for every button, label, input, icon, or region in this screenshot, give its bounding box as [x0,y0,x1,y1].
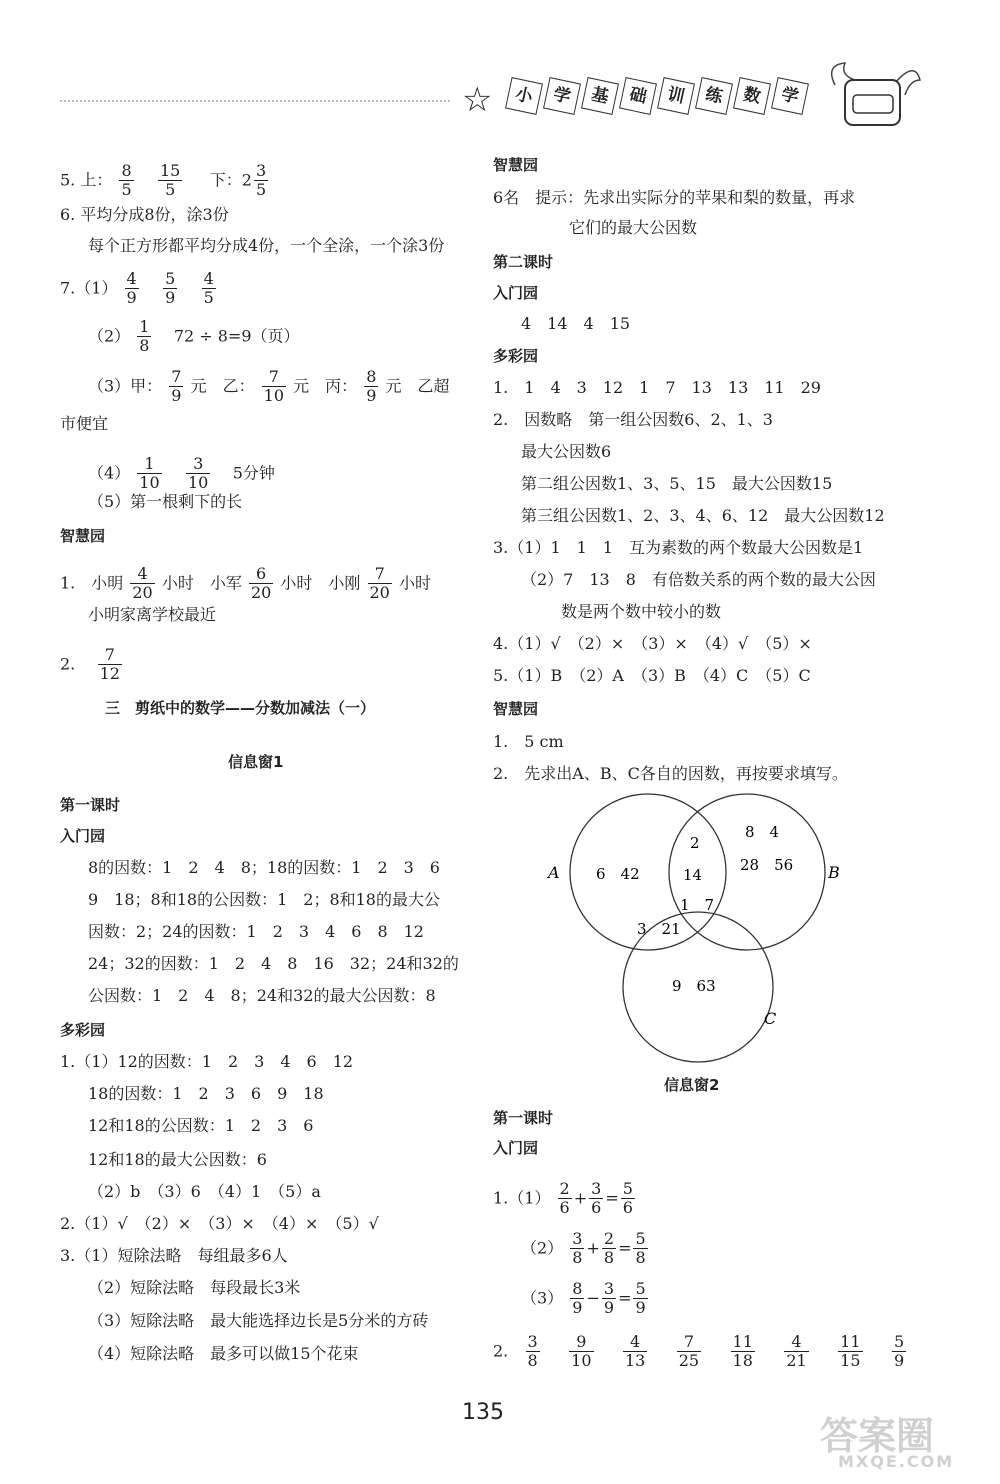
heading-zhihuiyuan: 智慧园 [493,156,539,174]
fraction: $\frac{6}{20}$ [250,564,272,603]
venn-ab: 2 [690,834,700,852]
banner-char: 基 [581,77,619,115]
lesson-1: 第一课时 [60,796,121,814]
zhihui-1: 1. 小明 $\frac{4}{20}$ 小时 小军 $\frac{6}{20}$ 小时 小刚 $\frac{7}{20}$ 小时 [60,564,431,603]
duocai-line: 12和18的公因数：1 2 3 6 [88,1116,314,1135]
fraction: $\frac{7}{25}$ [678,1332,700,1371]
venn-label-c: C [764,1009,777,1028]
fraction: $\frac{7}{12}$ [99,645,120,684]
venn-b-only: 8 4 [745,823,780,841]
fraction: $\frac{4}{20}$ [132,564,153,603]
duocai-line: 2. 因数略 第一组公因数6、2、1、3 [493,410,773,429]
fraction: $\frac{3}{9}$ [603,1279,615,1318]
duocai-line: （2）b （3）6 （4）1 （5）a [88,1182,321,1201]
fraction: $\frac{5}{9}$ [165,269,176,308]
venn-ac: 3 21 [637,920,681,938]
answer-7-3-cont: 市便宜 [60,414,109,433]
fraction: $\frac{4}{13}$ [624,1332,646,1371]
banner-char: 学 [543,77,581,115]
zhihui-line: 1. 5 cm [493,732,564,751]
banner-char: 小 [505,77,543,115]
info-window-2: 信息窗2 [664,1076,720,1094]
lesson-2: 第二课时 [493,253,554,271]
zhihui-6a: 6名 提示：先求出实际分的苹果和梨的数量，再求 [493,188,856,207]
duocai-line: 2.（1）√ （2）× （3）× （4）× （5）√ [60,1214,379,1233]
venn-abc: 14 [683,866,703,884]
fraction: $\frac{3}{8}$ [572,1229,583,1268]
banner-char: 础 [619,77,657,115]
fraction: $\frac{8}{9}$ [572,1279,583,1318]
heading-rumen: 入门园 [493,284,539,302]
venn-label-a: A [548,863,560,882]
duocai-line: （2）7 13 8 有倍数关系的两个数的最大公因 [521,570,876,589]
venn-c-only: 9 63 [672,977,716,995]
fraction: $\frac{3}{6}$ [591,1179,602,1218]
fraction: $\frac{7}{10}$ [263,367,285,406]
answer-7-1: 7.（1） $\frac{4}{9}$ $\frac{5}{9}$ $\frac{4}{5}$ [60,269,214,308]
schoolbag-icon [815,55,925,140]
fraction: $\frac{3}{10}$ [187,454,209,493]
equation-3: （3） $\frac{8}{9}$ − $\frac{3}{9}$ = $\frac{5}{9}$ [521,1279,646,1318]
star-icon: ☆ [462,80,493,120]
banner-char: 数 [733,77,771,115]
zhihui-6b: 它们的最大公因数 [569,218,698,237]
banner-char: 练 [695,77,733,115]
fraction: $\frac{1}{10}$ [139,454,160,493]
answer-7-4: （4） $\frac{1}{10}$ $\frac{3}{10}$ 5分钟 [88,454,275,493]
duocai-line: （3）短除法略 最大能选择边长是5分米的方砖 [88,1311,429,1330]
fraction: $\frac{3}{8}$ [527,1332,538,1371]
answer-7-2: （2） $\frac{1}{8}$ 72 ÷ 8=9（页） [88,317,300,356]
fraction: $\frac{1}{8}$ [139,317,150,356]
fraction: $\frac{5}{6}$ [622,1179,633,1218]
duocai-line: 4.（1）√ （2）× （3）× （4）√ （5）× [493,634,812,653]
fraction: $\frac{7}{20}$ [369,564,390,603]
banner-char: 学 [771,77,809,115]
duocai-line: 第三组公因数1、2、3、4、6、12 最大公因数12 [521,506,885,525]
answer-2-fractions: 2. $\frac{3}{8}$ $\frac{9}{10}$ $\frac{4}{13}$ $\frac{7}{25}$ $\frac{11}{18}$ $\frac{4}{21}$ $\frac{11}{15}$ $\frac{5}{9}$ [493,1332,905,1371]
heading-zhihuiyuan: 智慧园 [60,527,106,545]
heading-rumen: 入门园 [60,827,106,845]
venn-label-b: B [828,863,840,882]
venn-diagram [540,792,850,1072]
duocai-line: 第二组公因数1、3、5、15 最大公因数15 [521,474,833,493]
heading-duocai: 多彩园 [60,1021,106,1039]
answer-6b: 每个正方形都平均分成4份，一个全涂，一个涂3份 [88,236,445,255]
duocai-line: 最大公因数6 [521,442,612,461]
fraction: $\frac{5}{8}$ [635,1229,646,1268]
heading-zhihuiyuan: 智慧园 [493,700,539,718]
watermark-logo: 答案圈 [820,1414,935,1458]
venn-a-only: 6 42 [596,865,640,883]
fraction: $\frac{2}{6}$ [559,1179,570,1218]
rumen-line: 8的因数：1 2 4 8；18的因数：1 2 3 6 [88,858,440,877]
answer-6a: 6. 平均分成8份，涂3份 [60,205,229,224]
rumen-line: 公因数：1 2 4 8；24和32的最大公因数：8 [88,986,436,1005]
duocai-line: （2）短除法略 每段最长3米 [88,1278,301,1297]
fraction: $\frac{4}{21}$ [786,1332,807,1371]
fraction: $\frac{4}{5}$ [203,269,214,308]
lesson-1: 第一课时 [493,1109,554,1127]
page-number: 135 [462,1400,504,1425]
venn-b-only: 28 56 [740,856,794,874]
fraction: $\frac{8}{9}$ [366,367,377,406]
zhihui-2: 2. $\frac{7}{12}$ [60,645,120,684]
duocai-line: 12和18的最大公因数：6 [88,1150,267,1169]
fraction: $\frac{3}{5}$ [255,161,267,200]
duocai-line: 1. 1 4 3 12 1 7 13 13 11 29 [493,378,821,397]
duocai-line: 5.（1）B （2）A （3）B （4）C （5）C [493,666,811,685]
duocai-line: 3.（1）短除法略 每组最多6人 [60,1246,288,1265]
fraction: $\frac{5}{9}$ [893,1332,905,1371]
rumen-line: 9 18；8和18的公因数：1 2；8和18的最大公 [88,890,440,909]
duocai-line: 数是两个数中较小的数 [561,602,722,621]
fraction: $\frac{4}{9}$ [126,269,137,308]
answer-7-3: （3）甲： $\frac{7}{9}$ 元 乙： $\frac{7}{10}$ 元 丙： $\frac{8}{9}$ 元 乙超 [88,367,450,406]
fraction: $\frac{5}{9}$ [635,1279,646,1318]
duocai-line: 3.（1）1 1 1 互为素数的两个数最大公因数是1 [493,538,864,557]
duocai-line: 18的因数：1 2 3 6 9 18 [88,1084,324,1103]
zhihui-line: 2. 先求出A、B、C各自的因数，再按要求填写。 [493,764,848,783]
banner-char: 训 [657,77,695,115]
info-window-1: 信息窗1 [228,753,284,771]
rumen-line: 因数：2；24的因数：1 2 3 4 6 8 12 [88,922,424,941]
zhihui-1b: 小明家离学校最近 [88,605,217,624]
header-rule [60,100,450,102]
answer-5: 5. 上： $\frac{8}{5}$ $\frac{15}{5}$ 下：2 $\frac{3}{5}$ [60,161,267,200]
venn-bc: 1 7 [680,896,715,914]
fraction: $\frac{7}{9}$ [171,367,182,406]
equation-1: 1.（1） $\frac{2}{6}$ + $\frac{3}{6}$ = $\frac{5}{6}$ [493,1179,633,1218]
section-title: 三 剪纸中的数学——分数加减法（一） [105,699,376,717]
heading-duocai: 多彩园 [493,347,539,365]
fraction: $\frac{2}{8}$ [603,1229,615,1268]
rumen-answer: 4 14 4 15 [521,314,631,333]
duocai-line: 1.（1）12的因数：1 2 3 4 6 12 [60,1052,354,1071]
fraction: $\frac{15}{5}$ [159,161,181,200]
duocai-line: （4）短除法略 最多可以做15个花束 [88,1344,359,1363]
rumen-line: 24；32的因数：1 2 4 8 16 32；24和32的 [88,954,459,973]
equation-2: （2） $\frac{3}{8}$ + $\frac{2}{8}$ = $\frac{5}{8}$ [521,1229,646,1268]
fraction: $\frac{11}{15}$ [840,1332,861,1371]
fraction: $\frac{11}{18}$ [732,1332,753,1371]
fraction: $\frac{8}{5}$ [121,161,132,200]
answer-7-5: （5）第一根剩下的长 [88,492,243,511]
heading-rumen: 入门园 [493,1139,539,1157]
fraction: $\frac{9}{10}$ [571,1332,592,1371]
watermark-url: MXQE.COM [838,1452,955,1471]
